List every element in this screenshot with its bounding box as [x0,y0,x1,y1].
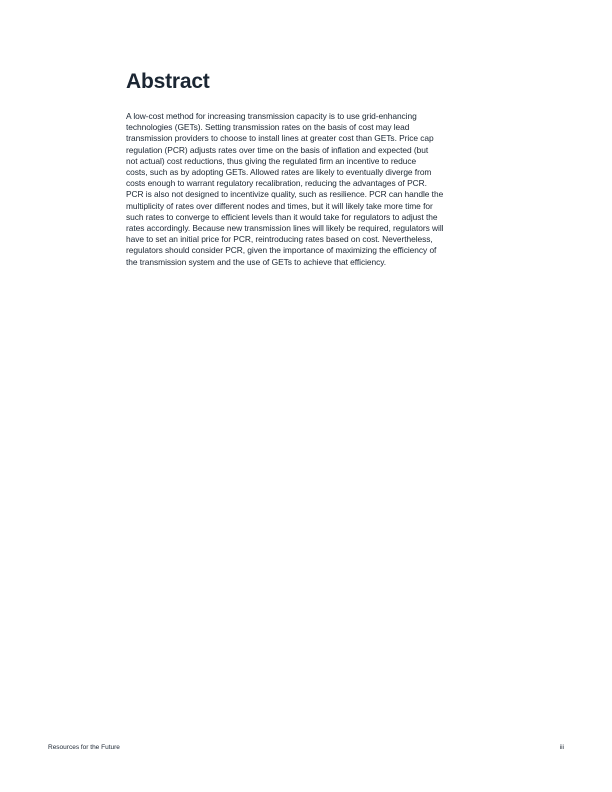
abstract-line: not actual) cost reductions, thus giving the regulated firm an incentive to reduce [126,155,417,166]
abstract-line: regulators should consider PCR, given the importance of maximizing the efficiency of [126,245,437,256]
abstract-line: have to set an initial price for PCR, reintroducing rates based on cost. Nevertheless, [126,234,433,245]
abstract-line: the transmission system and the use of GETs to achieve that efficiency. [126,256,387,267]
abstract-line: transmission providers to choose to install lines at greater cost than GETs. Price cap [126,133,434,144]
abstract-line: PCR is also not designed to incentivize quality, such as resilience. PCR can handle the [126,189,444,200]
abstract-line: A low-cost method for increasing transmission capacity is to use grid-enhancing [126,111,417,121]
footer-publisher: Resources for the Future [48,744,120,751]
abstract-body [126,111,488,268]
abstract-line: regulation (PCR) adjusts rates over time on the basis of inflation and expected (but [126,144,429,155]
abstract-heading: Abstract [126,70,210,93]
abstract-line: such rates to converge to efficient levels than it would take for regulators to adjust the [126,211,438,222]
abstract-line: costs, such as by adopting GETs. Allowed rates are likely to eventually diverge from [126,167,432,178]
abstract-line: technologies (GETs). Setting transmission rates on the basis of cost may lead [126,122,410,133]
abstract-line: rates accordingly. Because new transmission lines will likely be required, regulators will [126,223,444,234]
abstract-line: multiplicity of rates over different nodes and times, but it will likely take more time for [126,200,433,211]
abstract-line: costs enough to warrant regulatory recalibration, reducing the advantages of PCR. [126,178,427,189]
footer-page-number: iii [559,744,564,751]
